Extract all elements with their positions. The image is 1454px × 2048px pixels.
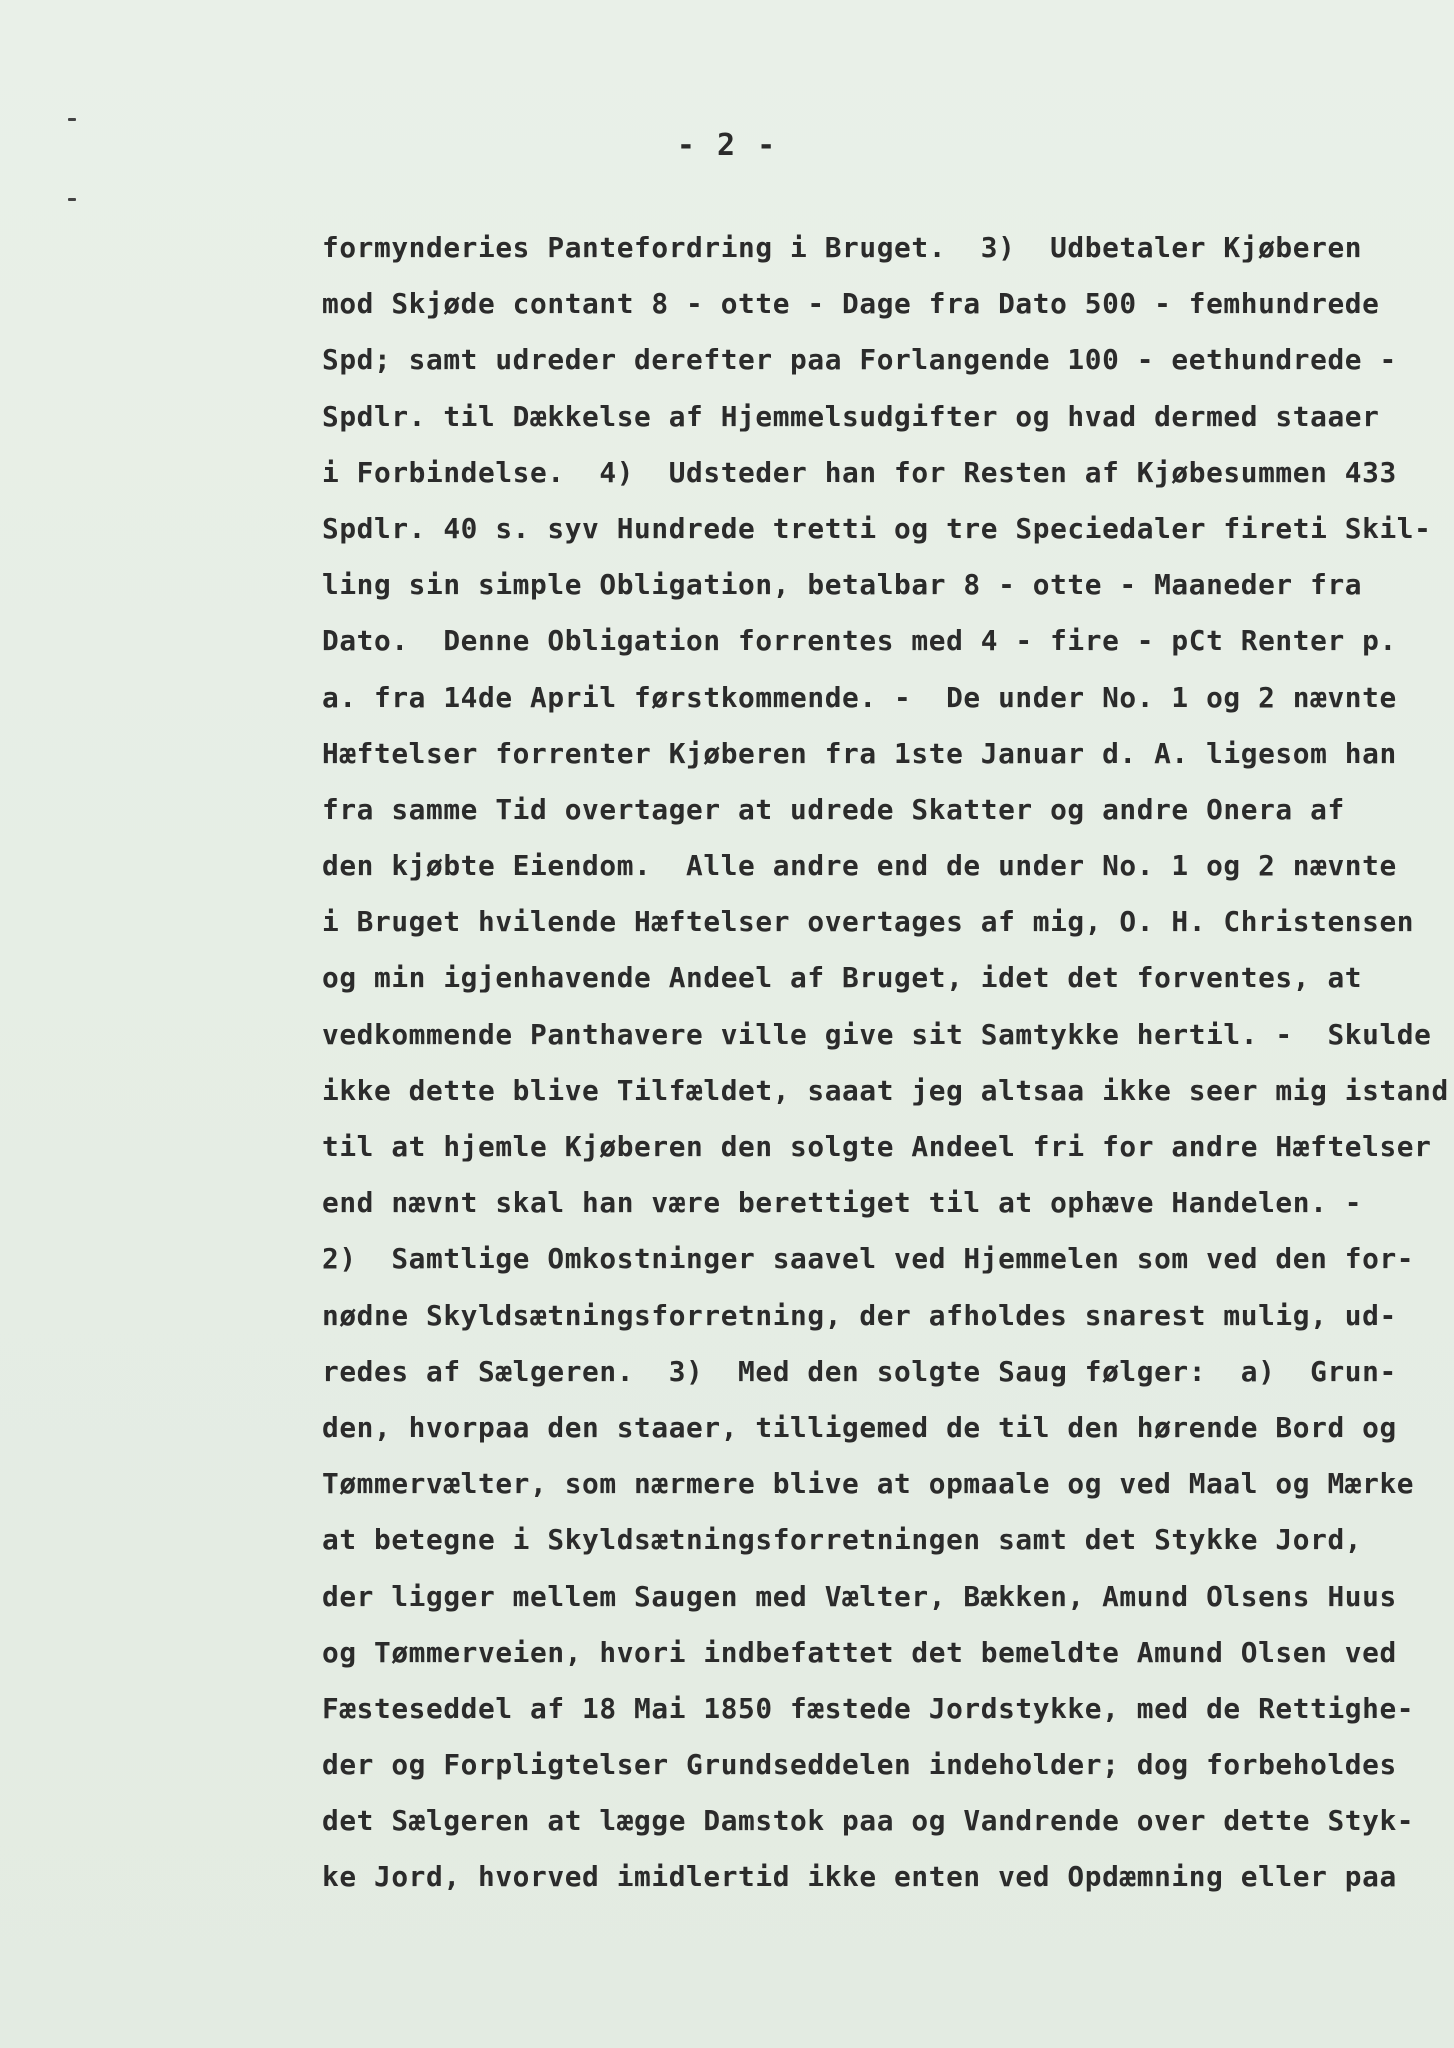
text-line: Dato. Denne Obligation forrentes med 4 - fire - pCt Renter p. [322, 624, 1397, 658]
text-line: vedkommende Panthavere ville give sit Samtykke hertil. - Skulde [322, 1017, 1432, 1051]
text-line: til at hjemle Kjøberen den solgte Andeel fri for andre Hæftelser [322, 1130, 1432, 1163]
text-line: den, hvorpaa den staaer, tilligemed de til den hørende Bord og [322, 1410, 1397, 1444]
margin-mark [68, 198, 76, 201]
text-line: den kjøbte Eiendom. Alle andre end de under No. 1 og 2 nævnte [322, 849, 1397, 883]
text-line: og Tømmerveien, hvori indbefattet det bemeldte Amund Olsen ved [322, 1635, 1397, 1669]
text-line: a. fra 14de April førstkommende. - De under No. 1 og 2 nævnte [322, 680, 1397, 714]
margin-mark [68, 118, 76, 121]
text-line: Fæsteseddel af 18 Mai 1850 fæstede Jordstykke, med de Rettighe- [322, 1691, 1415, 1725]
text-line: end nævnt skal han være berettiget til at ophæve Handelen. - [322, 1186, 1363, 1220]
text-line: ling sin simple Obligation, betalbar 8 - otte - Maaneder fra [322, 568, 1363, 602]
text-line: ke Jord, hvorved imidlertid ikke enten ved Opdæmning eller paa [322, 1860, 1397, 1894]
page-number: - 2 - [676, 128, 778, 163]
text-line: og min igjenhavende Andeel af Bruget, idet det forventes, at [322, 961, 1363, 995]
text-line: Spdlr. 40 s. syv Hundrede tretti og tre Speciedaler fireti Skil- [322, 511, 1432, 545]
text-line: Tømmervælter, som nærmere blive at opmaale og ved Maal og Mærke [322, 1467, 1415, 1501]
text-line: det Sælgeren at lægge Damstok paa og Vandrende over dette Styk- [322, 1804, 1415, 1838]
text-line: ikke dette blive Tilfældet, saaat jeg altsaa ikke seer mig istand [322, 1073, 1449, 1107]
text-line: 2) Samtlige Omkostninger saavel ved Hjemmelen som ved den for- [322, 1242, 1415, 1276]
text-line: der ligger mellem Saugen med Vælter, Bækken, Amund Olsens Huus [322, 1579, 1397, 1613]
text-line: i Bruget hvilende Hæftelser overtages af mig, O. H. Christensen [322, 905, 1415, 939]
text-line: der og Forpligtelser Grundseddelen indeholder; dog forbeholdes [322, 1748, 1397, 1782]
typed-text-body [322, 220, 1449, 1906]
text-line: at betegne i Skyldsætningsforretningen samt det Stykke Jord, [322, 1523, 1363, 1557]
text-line: Spd; samt udreder derefter paa Forlangende 100 - eethundrede - [322, 343, 1397, 377]
text-line: Spdlr. til Dækkelse af Hjemmelsudgifter og hvad dermed staaer [322, 399, 1380, 433]
text-line: i Forbindelse. 4) Udsteder han for Resten af Kjøbesummen 433 [322, 455, 1397, 489]
text-line: nødne Skyldsætningsforretning, der afholdes snarest mulig, ud- [322, 1298, 1397, 1332]
text-line: fra samme Tid overtager at udrede Skatter og andre Onera af [322, 792, 1345, 826]
text-line: mod Skjøde contant 8 - otte - Dage fra Dato 500 - femhundrede [322, 287, 1380, 321]
text-line: Hæftelser forrenter Kjøberen fra 1ste Januar d. A. ligesom han [322, 736, 1397, 770]
text-line: formynderies Pantefordring i Bruget. 3) Udbetaler Kjøberen [322, 231, 1363, 264]
text-line: redes af Sælgeren. 3) Med den solgte Saug følger: a) Grun- [322, 1354, 1397, 1388]
